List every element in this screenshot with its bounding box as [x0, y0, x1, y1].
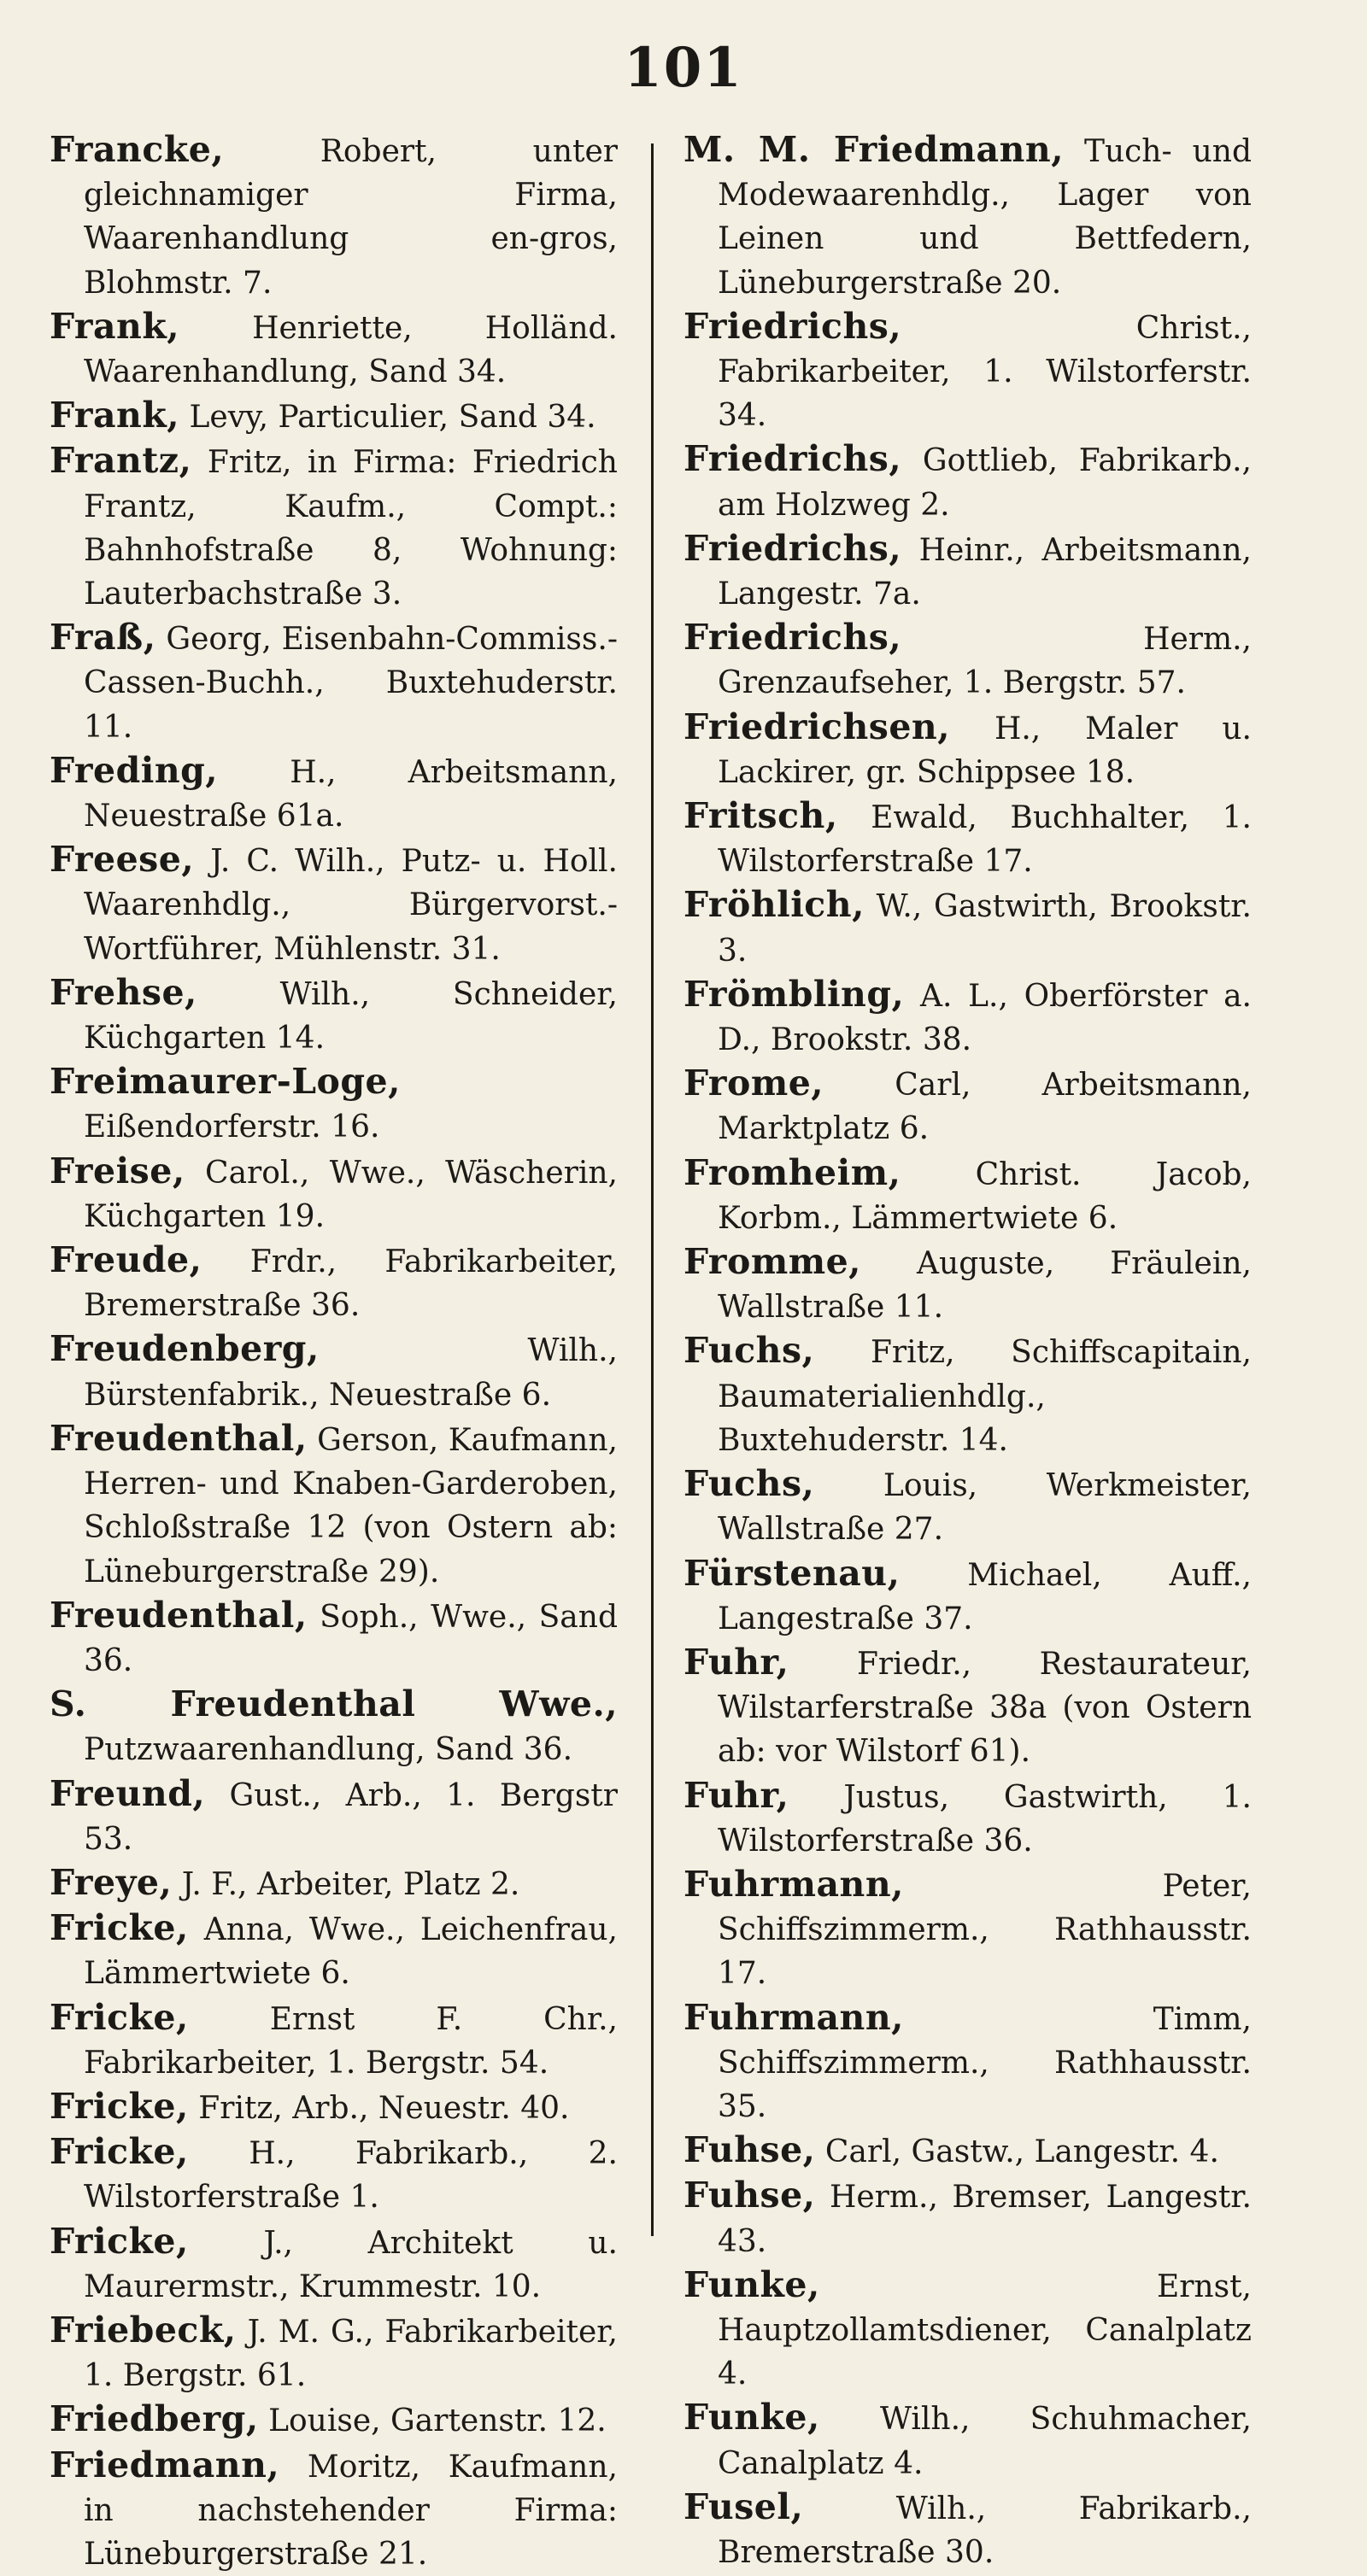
entry-name: S. Freudenthal Wwe., — [50, 1683, 618, 1725]
directory-entry — [684, 1641, 1252, 1774]
entry-name: Fricke, — [50, 2085, 189, 2127]
entry-name: Fuhr, — [684, 1774, 789, 1816]
entry-details: Wilh., Fabrikarb., Bremerstraße 30. — [718, 2491, 1252, 2570]
entry-name: Fritsch, — [684, 795, 838, 837]
entry-name: Fricke, — [50, 2220, 189, 2262]
directory-entry — [50, 749, 618, 838]
entry-details: Auguste, Fräulein, Wallstraße 11. — [718, 1246, 1252, 1326]
directory-entry — [684, 128, 1252, 305]
directory-entry — [684, 973, 1252, 1062]
directory-entry — [684, 1462, 1252, 1551]
entry-details: Anna, Wwe., Leichenfrau, Lämmertwiete 6. — [84, 1912, 619, 1992]
entry-name: Friedrichsen, — [684, 705, 951, 747]
directory-entry — [50, 1417, 618, 1594]
entry-name: Freise, — [50, 1150, 185, 1191]
entry-name: Fuhr, — [684, 1641, 789, 1683]
entry-name: Freude, — [50, 1239, 202, 1281]
directory-entry — [50, 1861, 618, 1906]
entry-details: Friedr., Restaurateur, Wilstarferstraße 38a (von Ostern ab: vor Wilstorf 61). — [718, 1646, 1252, 1770]
entry-details: Fritz, in Firma: Friedrich Frantz, Kaufm., Compt.: Bahnhofstraße 8, Wohnung: Lauterbachstraße 3. — [84, 445, 618, 612]
directory-entry — [50, 2130, 618, 2219]
entry-details: Carol., Wwe., Wäscherin, Küchgarten 19. — [84, 1155, 618, 1234]
entry-name: Freese, — [50, 839, 195, 881]
entry-name: Frömbling, — [684, 973, 905, 1015]
entry-details: Gerson, Kaufmann, Herren- und Knaben-Garderoben, Schloßstraße 12 (von Ostern ab: Lüneburgerstraße 29). — [84, 1422, 618, 1590]
entry-name: Fuhse, — [684, 2129, 816, 2171]
directory-entry — [50, 128, 618, 305]
entry-name: Fraß, — [50, 617, 156, 659]
directory-entry — [50, 1772, 618, 1861]
directory-entry — [684, 1240, 1252, 1329]
entry-details: H., Fabrikarb., 2. Wilstorferstraße 1. — [84, 2136, 618, 2216]
directory-entry — [50, 2309, 618, 2397]
directory-entry — [684, 616, 1252, 705]
left-column — [50, 128, 618, 2576]
directory-entry — [684, 2396, 1252, 2485]
entry-name: Fuhse, — [684, 2175, 816, 2216]
entry-name: Francke, — [50, 129, 225, 170]
directory-entry — [50, 1150, 618, 1238]
page-number: 101 — [624, 36, 743, 100]
entry-details: Herm., Bremser, Langestr. 43. — [718, 2180, 1252, 2259]
directory-entry — [684, 1996, 1252, 2129]
directory-entry — [684, 794, 1252, 883]
directory-entry — [684, 1062, 1252, 1150]
directory-entry — [50, 1683, 618, 1771]
directory-entry — [684, 2263, 1252, 2397]
entry-details: Ernst, Hauptzollamtsdiener, Canalplatz 4. — [718, 2269, 1252, 2392]
entry-name: Funke, — [684, 2397, 820, 2438]
entry-name: Fricke, — [50, 2131, 189, 2173]
directory-entry — [684, 527, 1252, 616]
entry-name: Fuchs, — [684, 1330, 815, 1372]
entry-name: Frank, — [50, 395, 180, 436]
directory-entry — [684, 1329, 1252, 1462]
entry-name: Freund, — [50, 1772, 206, 1814]
column-divider — [651, 143, 654, 2236]
directory-entry — [684, 2485, 1252, 2574]
entry-details: Soph., Wwe., Sand 36. — [84, 1599, 618, 1678]
directory-entry — [684, 883, 1252, 972]
directory-entry — [50, 2397, 618, 2443]
entry-details: Justus, Gastwirth, 1. Wilstorferstraße 36. — [718, 1779, 1252, 1859]
entry-details: Frdr., Fabrikarbeiter, Bremerstraße 36. — [84, 1244, 618, 1324]
entry-details: Louis, Werkmeister, Wallstraße 27. — [718, 1468, 1252, 1548]
entry-name: Friedrichs, — [684, 305, 902, 347]
entry-name: Fusel, — [684, 2485, 804, 2527]
entry-name: Friebeck, — [50, 2309, 237, 2351]
entry-details: Eißendorferstr. 16. — [84, 1109, 380, 1145]
entry-details: Tuch- und Modewaarenhdlg., Lager von Leinen und Bettfedern, Lüneburgerstraße 20. — [718, 134, 1252, 301]
entry-name: Freudenberg, — [50, 1328, 320, 1370]
entry-name: Frehse, — [50, 971, 197, 1013]
entry-details: Putzwaarenhandlung, Sand 36. — [84, 1732, 573, 1768]
directory-entry — [684, 705, 1252, 794]
entry-details: A. L., Oberförster a. D., Brookstr. 38. — [718, 978, 1252, 1058]
entry-name: Fromheim, — [684, 1151, 901, 1193]
entry-name: Friedrichs, — [684, 438, 902, 480]
entry-name: Fricke, — [50, 1907, 189, 1949]
directory-entry — [50, 2220, 618, 2309]
entry-details: H., Arbeitsmann, Neuestraße 61a. — [84, 754, 618, 834]
entry-details: Carl, Gastw., Langestr. 4. — [824, 2134, 1219, 2170]
entry-details: Henriette, Holländ. Waarenhandlung, Sand 34. — [84, 310, 618, 390]
entry-name: Fürstenau, — [684, 1552, 901, 1594]
entry-name: Frome, — [684, 1063, 824, 1104]
entry-details: J. F., Arbeiter, Platz 2. — [181, 1866, 520, 1902]
entry-details: Fritz, Schiffscapitain, Baumaterialienhdlg., Buxtehuderstr. 14. — [718, 1335, 1252, 1458]
entry-details: Peter, Schiffszimmerm., Rathhausstr. 17. — [718, 1868, 1252, 1992]
directory-entry — [50, 394, 618, 439]
entry-name: Friedrichs, — [684, 617, 902, 659]
entry-name: Freudenthal, — [50, 1417, 308, 1459]
entry-details: Michael, Auff., Langestraße 37. — [718, 1557, 1252, 1636]
entry-details: Wilh., Schneider, Küchgarten 14. — [84, 976, 618, 1057]
entry-details: Fritz, Arb., Neuestr. 40. — [198, 2090, 570, 2126]
directory-entry — [50, 1060, 618, 1149]
directory-entry — [50, 305, 618, 394]
entry-details: W., Gastwirth, Brookstr. 3. — [718, 889, 1252, 969]
entry-name: Fuhrmann, — [684, 1996, 904, 2038]
entry-details: Herm., Grenzaufseher, 1. Bergstr. 57. — [718, 622, 1252, 701]
entry-name: Frantz, — [50, 440, 192, 482]
entry-name: Freye, — [50, 1861, 173, 1903]
entry-details: J. M. G., Fabrikarbeiter, 1. Bergstr. 61. — [84, 2314, 618, 2394]
entry-details: Christ., Fabrikarbeiter, 1. Wilstorferstr. 34. — [718, 310, 1252, 434]
entry-details: Gottlieb, Fabrikarb., am Holzweg 2. — [718, 443, 1252, 523]
entry-details: H., Maler u. Lackirer, gr. Schippsee 18. — [718, 711, 1252, 790]
entry-details: Timm, Schiffszimmerm., Rathhausstr. 35. — [718, 2001, 1252, 2124]
entry-name: Fuchs, — [684, 1463, 815, 1505]
entry-name: Freding, — [50, 749, 219, 791]
directory-entry — [50, 1906, 618, 1995]
directory-entry — [50, 1238, 618, 1327]
directory-entry — [684, 2128, 1252, 2174]
entry-name: Fricke, — [50, 1996, 189, 2038]
entry-details: Moritz, Kaufmann, in nachstehender Firma: Lüneburgerstraße 21. — [84, 2449, 618, 2572]
entry-name: Frank, — [50, 305, 180, 347]
directory-entry — [50, 439, 618, 616]
entry-name: Friedberg, — [50, 2398, 259, 2440]
entry-details: J. C. Wilh., Putz- u. Holl. Waarenhdlg., Bürgervorst.-Wortführer, Mühlenstr. 31. — [84, 844, 618, 967]
directory-entry — [684, 2174, 1252, 2263]
directory-entry — [50, 1594, 618, 1683]
entry-details: Christ. Jacob, Korbm., Lämmertwiete 6. — [718, 1156, 1252, 1236]
right-column — [684, 128, 1252, 2574]
directory-entry — [684, 437, 1252, 526]
entry-details: Wilh., Schuhmacher, Canalplatz 4. — [718, 2402, 1252, 2481]
entry-details: J., Architekt u. Maurermstr., Krummestr. 10. — [84, 2225, 618, 2304]
entry-name: Funke, — [684, 2263, 820, 2305]
directory-entry — [50, 971, 618, 1060]
directory-entry — [684, 305, 1252, 438]
entry-details: Levy, Particulier, Sand 34. — [189, 400, 596, 436]
directory-entry — [50, 2444, 618, 2576]
entry-name: Friedrichs, — [684, 527, 902, 569]
entry-details: Georg, Eisenbahn-Commiss.-Cassen-Buchh., Buxtehuderstr. 11. — [84, 622, 618, 745]
directory-entry — [50, 1996, 618, 2085]
entry-details: Louise, Gartenstr. 12. — [268, 2403, 607, 2439]
entry-details: Robert, unter gleichnamiger Firma, Waarenhandlung en-gros, Blohmstr. 7. — [84, 134, 618, 301]
directory-entry — [50, 1327, 618, 1416]
entry-details: Wilh., Bürstenfabrik., Neuestraße 6. — [84, 1333, 618, 1413]
entry-name: Fuhrmann, — [684, 1863, 904, 1905]
entry-name: Fröhlich, — [684, 884, 865, 926]
entry-details: Ewald, Buchhalter, 1. Wilstorferstraße 17. — [718, 800, 1252, 880]
directory-entry — [50, 2085, 618, 2130]
directory-entry — [684, 1774, 1252, 1863]
entry-details: Gust., Arb., 1. Bergstr 53. — [84, 1777, 618, 1857]
directory-entry — [50, 838, 618, 971]
directory-entry — [684, 1151, 1252, 1240]
directory-entry — [684, 1863, 1252, 1996]
entry-name: Fromme, — [684, 1241, 861, 1283]
entry-name: M. M. Friedmann, — [684, 129, 1064, 170]
entry-details: Ernst F. Chr., Fabrikarbeiter, 1. Bergstr. 54. — [84, 2001, 618, 2081]
directory-entry — [684, 1552, 1252, 1641]
entry-details: Heinr., Arbeitsmann, Langestr. 7a. — [718, 532, 1252, 612]
entry-details: Carl, Arbeitsmann, Marktplatz 6. — [718, 1068, 1252, 1147]
entry-name: Friedmann, — [50, 2444, 280, 2485]
entry-name: Freudenthal, — [50, 1594, 308, 1636]
entry-name: Freimaurer-Loge, — [50, 1061, 401, 1103]
directory-entry — [50, 616, 618, 749]
